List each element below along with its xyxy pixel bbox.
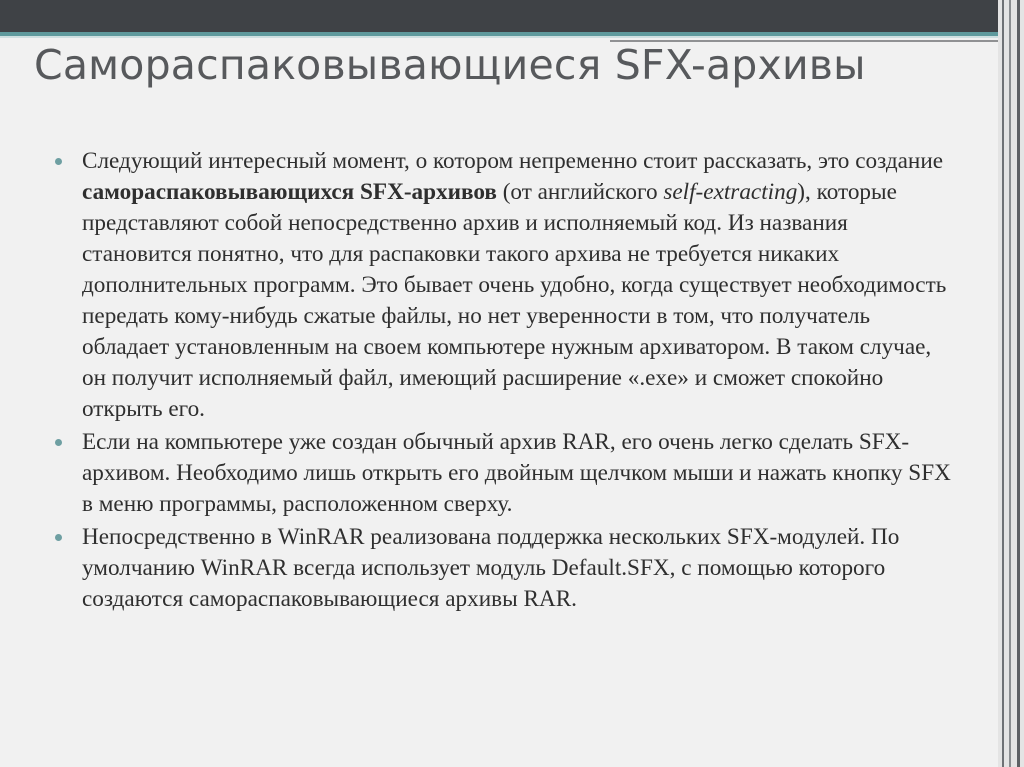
accent-line-thin bbox=[0, 36, 1024, 38]
bullet-text-3: Непосредственно в WinRAR реализована поддержка нескольких SFX-модулей. По умолчанию WinRAR всегда использует модуль Default.SFX, с помощью которого создаются самораспаковывающиеся архивы RAR. bbox=[82, 524, 900, 612]
bullet-dot-icon bbox=[55, 439, 62, 446]
bullet-item-3 bbox=[55, 522, 955, 615]
bullet-1-italic: self-extracting bbox=[663, 179, 798, 205]
bullet-1-part1: Следующий интересный момент, о котором непременно стоит рассказать, это создание bbox=[82, 148, 944, 174]
bullet-dot-icon bbox=[55, 534, 62, 541]
bullet-item-1 bbox=[55, 146, 955, 425]
bullet-1-bold: самораспаковывающихся SFX-архивов bbox=[82, 179, 497, 205]
bullet-1-part2: (от английского bbox=[496, 179, 664, 205]
slide-content bbox=[55, 146, 955, 617]
top-bar bbox=[0, 0, 1024, 32]
bullet-dot-icon bbox=[55, 158, 62, 165]
right-frame bbox=[998, 0, 1024, 767]
bullet-text-2: Если на компьютере уже создан обычный архив RAR, его очень легко сделать SFX-архивом. Необходимо лишь открыть его двойным щелчком мыши и нажать кнопку SFX в меню программы, расположенном сверху. bbox=[82, 429, 951, 517]
bullet-1-part3: ), которые представляют собой непосредственно архив и исполняемый код. Из названия становится понятно, что для распаковки такого архива не требуется никаких дополнительных программ. Это бывает очень удобно, когда существует необходимость передать кому-нибудь сжатые файлы, но нет уверенности в том, что получатель обладает установленным на своем компьютере нужным архиватором. В таком случае, он получит исполняемый файл, имеющий расширение «.exe» и сможет спокойно открыть его. bbox=[82, 179, 947, 422]
bullet-item-2 bbox=[55, 427, 955, 520]
right-frame-inner bbox=[1017, 0, 1020, 767]
bullet-text-1 bbox=[82, 146, 955, 425]
slide-title: Самораспаковывающиеся SFX-архивы bbox=[34, 41, 866, 89]
